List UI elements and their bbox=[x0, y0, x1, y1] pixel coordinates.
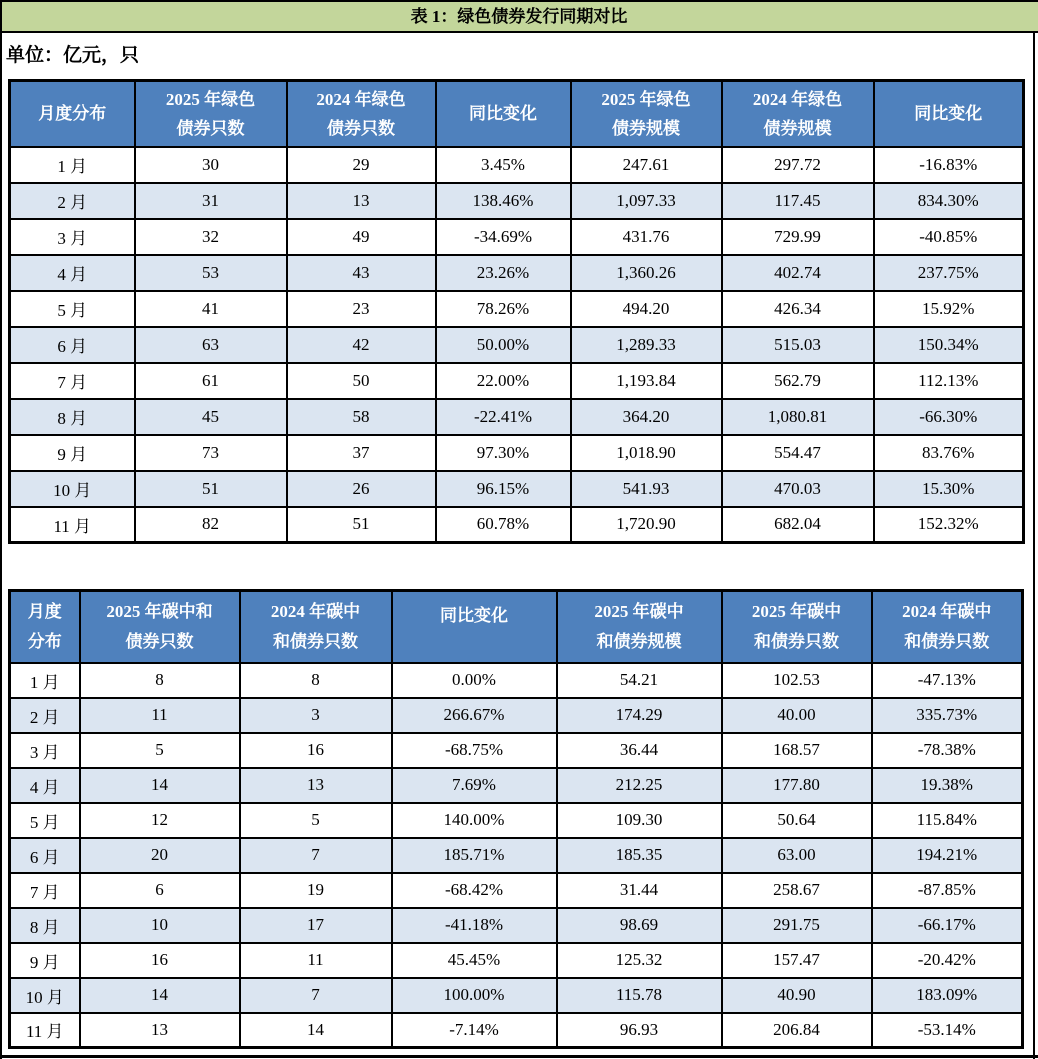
value-cell: 20 bbox=[80, 838, 240, 873]
header-row bbox=[10, 591, 1023, 663]
table-row bbox=[10, 363, 1024, 399]
value-cell: -20.42% bbox=[872, 943, 1023, 978]
value-cell: 3.45% bbox=[436, 147, 571, 183]
month-cell: 4 月 bbox=[10, 255, 135, 291]
value-cell: 51 bbox=[135, 471, 287, 507]
value-cell: 494.20 bbox=[571, 291, 722, 327]
table-row bbox=[10, 183, 1024, 219]
value-cell: 554.47 bbox=[722, 435, 874, 471]
table-row bbox=[10, 1013, 1023, 1048]
value-cell: 5 bbox=[80, 733, 240, 768]
value-cell: -68.42% bbox=[392, 873, 557, 908]
value-cell: 50.00% bbox=[436, 327, 571, 363]
value-cell: 11 bbox=[240, 943, 392, 978]
value-cell: 7 bbox=[240, 978, 392, 1013]
value-cell: 73 bbox=[135, 435, 287, 471]
month-cell: 3 月 bbox=[10, 219, 135, 255]
value-cell: 17 bbox=[240, 908, 392, 943]
table-row bbox=[10, 803, 1023, 838]
value-cell: -41.18% bbox=[392, 908, 557, 943]
value-cell: 96.15% bbox=[436, 471, 571, 507]
month-cell: 5 月 bbox=[10, 291, 135, 327]
value-cell: 31 bbox=[135, 183, 287, 219]
value-cell: 426.34 bbox=[722, 291, 874, 327]
value-cell: 40.00 bbox=[722, 698, 872, 733]
value-cell: 10 bbox=[80, 908, 240, 943]
value-cell: 0.00% bbox=[392, 663, 557, 698]
value-cell: 109.30 bbox=[557, 803, 722, 838]
value-cell: 54.21 bbox=[557, 663, 722, 698]
value-cell: 297.72 bbox=[722, 147, 874, 183]
value-cell: 12 bbox=[80, 803, 240, 838]
value-cell: 60.78% bbox=[436, 507, 571, 543]
value-cell: -34.69% bbox=[436, 219, 571, 255]
column-header: 同比变化 bbox=[874, 81, 1024, 147]
value-cell: 63 bbox=[135, 327, 287, 363]
value-cell: 78.26% bbox=[436, 291, 571, 327]
month-cell: 2 月 bbox=[10, 698, 80, 733]
value-cell: 50.64 bbox=[722, 803, 872, 838]
value-cell: 16 bbox=[80, 943, 240, 978]
month-cell: 9 月 bbox=[10, 943, 80, 978]
value-cell: 42 bbox=[287, 327, 436, 363]
value-cell: 23 bbox=[287, 291, 436, 327]
value-cell: 97.30% bbox=[436, 435, 571, 471]
value-cell: 16 bbox=[240, 733, 392, 768]
value-cell: 45 bbox=[135, 399, 287, 435]
page-bottom-border bbox=[0, 1055, 1038, 1058]
value-cell: -66.30% bbox=[874, 399, 1024, 435]
value-cell: 3 bbox=[240, 698, 392, 733]
value-cell: 1,080.81 bbox=[722, 399, 874, 435]
unit-label: 单位：亿元，只 bbox=[0, 33, 1038, 79]
month-cell: 10 月 bbox=[10, 471, 135, 507]
table-row bbox=[10, 908, 1023, 943]
value-cell: 194.21% bbox=[872, 838, 1023, 873]
value-cell: 82 bbox=[135, 507, 287, 543]
value-cell: 152.32% bbox=[874, 507, 1024, 543]
table-row bbox=[10, 255, 1024, 291]
value-cell: 125.32 bbox=[557, 943, 722, 978]
column-header: 月度分布 bbox=[10, 81, 135, 147]
value-cell: 7.69% bbox=[392, 768, 557, 803]
month-cell: 9 月 bbox=[10, 435, 135, 471]
table-row bbox=[10, 399, 1024, 435]
value-cell: 63.00 bbox=[722, 838, 872, 873]
month-cell: 7 月 bbox=[10, 363, 135, 399]
table-row bbox=[10, 507, 1024, 543]
value-cell: 291.75 bbox=[722, 908, 872, 943]
value-cell: 15.30% bbox=[874, 471, 1024, 507]
month-cell: 11 月 bbox=[10, 507, 135, 543]
value-cell: 58 bbox=[287, 399, 436, 435]
value-cell: 115.84% bbox=[872, 803, 1023, 838]
table-row bbox=[10, 327, 1024, 363]
month-cell: 8 月 bbox=[10, 908, 80, 943]
table-row bbox=[10, 768, 1023, 803]
value-cell: 682.04 bbox=[722, 507, 874, 543]
month-cell: 1 月 bbox=[10, 147, 135, 183]
month-cell: 7 月 bbox=[10, 873, 80, 908]
column-header: 2025 年碳中和 债券只数 bbox=[80, 591, 240, 663]
carbon-neutral-bond-comparison-table bbox=[8, 589, 1024, 1049]
value-cell: 140.00% bbox=[392, 803, 557, 838]
value-cell: 185.71% bbox=[392, 838, 557, 873]
value-cell: 26 bbox=[287, 471, 436, 507]
value-cell: 1,193.84 bbox=[571, 363, 722, 399]
value-cell: 541.93 bbox=[571, 471, 722, 507]
column-header: 2025 年碳中 和债券只数 bbox=[722, 591, 872, 663]
value-cell: 51 bbox=[287, 507, 436, 543]
value-cell: 8 bbox=[240, 663, 392, 698]
month-cell: 10 月 bbox=[10, 978, 80, 1013]
value-cell: 157.47 bbox=[722, 943, 872, 978]
column-header: 同比变化 bbox=[436, 81, 571, 147]
value-cell: 36.44 bbox=[557, 733, 722, 768]
value-cell: 102.53 bbox=[722, 663, 872, 698]
month-cell: 4 月 bbox=[10, 768, 80, 803]
green-bond-comparison-table bbox=[8, 79, 1025, 544]
value-cell: 29 bbox=[287, 147, 436, 183]
page-right-border bbox=[1033, 31, 1035, 1059]
value-cell: 168.57 bbox=[722, 733, 872, 768]
column-header: 2025 年绿色 债券只数 bbox=[135, 81, 287, 147]
value-cell: 1,097.33 bbox=[571, 183, 722, 219]
value-cell: 177.80 bbox=[722, 768, 872, 803]
value-cell: 43 bbox=[287, 255, 436, 291]
green-bond-table-body bbox=[10, 147, 1024, 543]
table-row bbox=[10, 435, 1024, 471]
value-cell: 1,018.90 bbox=[571, 435, 722, 471]
table-row bbox=[10, 471, 1024, 507]
value-cell: -22.41% bbox=[436, 399, 571, 435]
value-cell: 112.13% bbox=[874, 363, 1024, 399]
header-row bbox=[10, 81, 1024, 147]
column-header: 2025 年绿色 债券规模 bbox=[571, 81, 722, 147]
value-cell: 50 bbox=[287, 363, 436, 399]
column-header: 2024 年碳中 和债券只数 bbox=[240, 591, 392, 663]
value-cell: 364.20 bbox=[571, 399, 722, 435]
value-cell: 206.84 bbox=[722, 1013, 872, 1048]
column-header: 2025 年碳中 和债券规模 bbox=[557, 591, 722, 663]
column-header: 2024 年绿色 债券只数 bbox=[287, 81, 436, 147]
table-row bbox=[10, 698, 1023, 733]
table-row bbox=[10, 873, 1023, 908]
value-cell: 183.09% bbox=[872, 978, 1023, 1013]
value-cell: 5 bbox=[240, 803, 392, 838]
value-cell: 7 bbox=[240, 838, 392, 873]
page-left-border bbox=[0, 0, 2, 1059]
value-cell: 150.34% bbox=[874, 327, 1024, 363]
value-cell: 1,289.33 bbox=[571, 327, 722, 363]
table-row bbox=[10, 838, 1023, 873]
value-cell: 266.67% bbox=[392, 698, 557, 733]
value-cell: -68.75% bbox=[392, 733, 557, 768]
table-title: 表 1：绿色债券发行同期对比 bbox=[0, 0, 1038, 33]
month-cell: 8 月 bbox=[10, 399, 135, 435]
column-header: 2024 年绿色 债券规模 bbox=[722, 81, 874, 147]
value-cell: -78.38% bbox=[872, 733, 1023, 768]
carbon-neutral-table-body bbox=[10, 663, 1023, 1048]
value-cell: 562.79 bbox=[722, 363, 874, 399]
value-cell: -16.83% bbox=[874, 147, 1024, 183]
table-row bbox=[10, 147, 1024, 183]
table-row bbox=[10, 733, 1023, 768]
value-cell: 185.35 bbox=[557, 838, 722, 873]
column-header: 月度 分布 bbox=[10, 591, 80, 663]
value-cell: 402.74 bbox=[722, 255, 874, 291]
value-cell: 13 bbox=[287, 183, 436, 219]
table-row bbox=[10, 219, 1024, 255]
value-cell: -53.14% bbox=[872, 1013, 1023, 1048]
value-cell: -47.13% bbox=[872, 663, 1023, 698]
column-header: 2024 年碳中 和债券只数 bbox=[872, 591, 1023, 663]
value-cell: 83.76% bbox=[874, 435, 1024, 471]
table-row bbox=[10, 663, 1023, 698]
value-cell: 19 bbox=[240, 873, 392, 908]
value-cell: 13 bbox=[240, 768, 392, 803]
value-cell: 98.69 bbox=[557, 908, 722, 943]
month-cell: 5 月 bbox=[10, 803, 80, 838]
green-bond-table-header bbox=[10, 81, 1024, 147]
value-cell: 335.73% bbox=[872, 698, 1023, 733]
value-cell: -87.85% bbox=[872, 873, 1023, 908]
month-cell: 1 月 bbox=[10, 663, 80, 698]
value-cell: -40.85% bbox=[874, 219, 1024, 255]
value-cell: 37 bbox=[287, 435, 436, 471]
value-cell: -66.17% bbox=[872, 908, 1023, 943]
value-cell: 247.61 bbox=[571, 147, 722, 183]
value-cell: 14 bbox=[80, 978, 240, 1013]
table-row bbox=[10, 978, 1023, 1013]
value-cell: 729.99 bbox=[722, 219, 874, 255]
table-row bbox=[10, 943, 1023, 978]
value-cell: 49 bbox=[287, 219, 436, 255]
value-cell: 22.00% bbox=[436, 363, 571, 399]
value-cell: 258.67 bbox=[722, 873, 872, 908]
column-header: 同比变化 bbox=[392, 591, 557, 663]
table-row bbox=[10, 291, 1024, 327]
value-cell: -7.14% bbox=[392, 1013, 557, 1048]
value-cell: 45.45% bbox=[392, 943, 557, 978]
value-cell: 61 bbox=[135, 363, 287, 399]
value-cell: 237.75% bbox=[874, 255, 1024, 291]
value-cell: 23.26% bbox=[436, 255, 571, 291]
value-cell: 14 bbox=[240, 1013, 392, 1048]
value-cell: 1,720.90 bbox=[571, 507, 722, 543]
value-cell: 470.03 bbox=[722, 471, 874, 507]
value-cell: 834.30% bbox=[874, 183, 1024, 219]
value-cell: 96.93 bbox=[557, 1013, 722, 1048]
month-cell: 2 月 bbox=[10, 183, 135, 219]
value-cell: 41 bbox=[135, 291, 287, 327]
value-cell: 15.92% bbox=[874, 291, 1024, 327]
value-cell: 11 bbox=[80, 698, 240, 733]
value-cell: 32 bbox=[135, 219, 287, 255]
value-cell: 19.38% bbox=[872, 768, 1023, 803]
month-cell: 11 月 bbox=[10, 1013, 80, 1048]
value-cell: 53 bbox=[135, 255, 287, 291]
value-cell: 14 bbox=[80, 768, 240, 803]
value-cell: 8 bbox=[80, 663, 240, 698]
value-cell: 100.00% bbox=[392, 978, 557, 1013]
value-cell: 30 bbox=[135, 147, 287, 183]
carbon-neutral-table-header bbox=[10, 591, 1023, 663]
value-cell: 31.44 bbox=[557, 873, 722, 908]
value-cell: 138.46% bbox=[436, 183, 571, 219]
value-cell: 174.29 bbox=[557, 698, 722, 733]
value-cell: 515.03 bbox=[722, 327, 874, 363]
value-cell: 115.78 bbox=[557, 978, 722, 1013]
value-cell: 40.90 bbox=[722, 978, 872, 1013]
value-cell: 212.25 bbox=[557, 768, 722, 803]
value-cell: 1,360.26 bbox=[571, 255, 722, 291]
value-cell: 6 bbox=[80, 873, 240, 908]
value-cell: 431.76 bbox=[571, 219, 722, 255]
month-cell: 6 月 bbox=[10, 838, 80, 873]
month-cell: 6 月 bbox=[10, 327, 135, 363]
month-cell: 3 月 bbox=[10, 733, 80, 768]
value-cell: 13 bbox=[80, 1013, 240, 1048]
value-cell: 117.45 bbox=[722, 183, 874, 219]
